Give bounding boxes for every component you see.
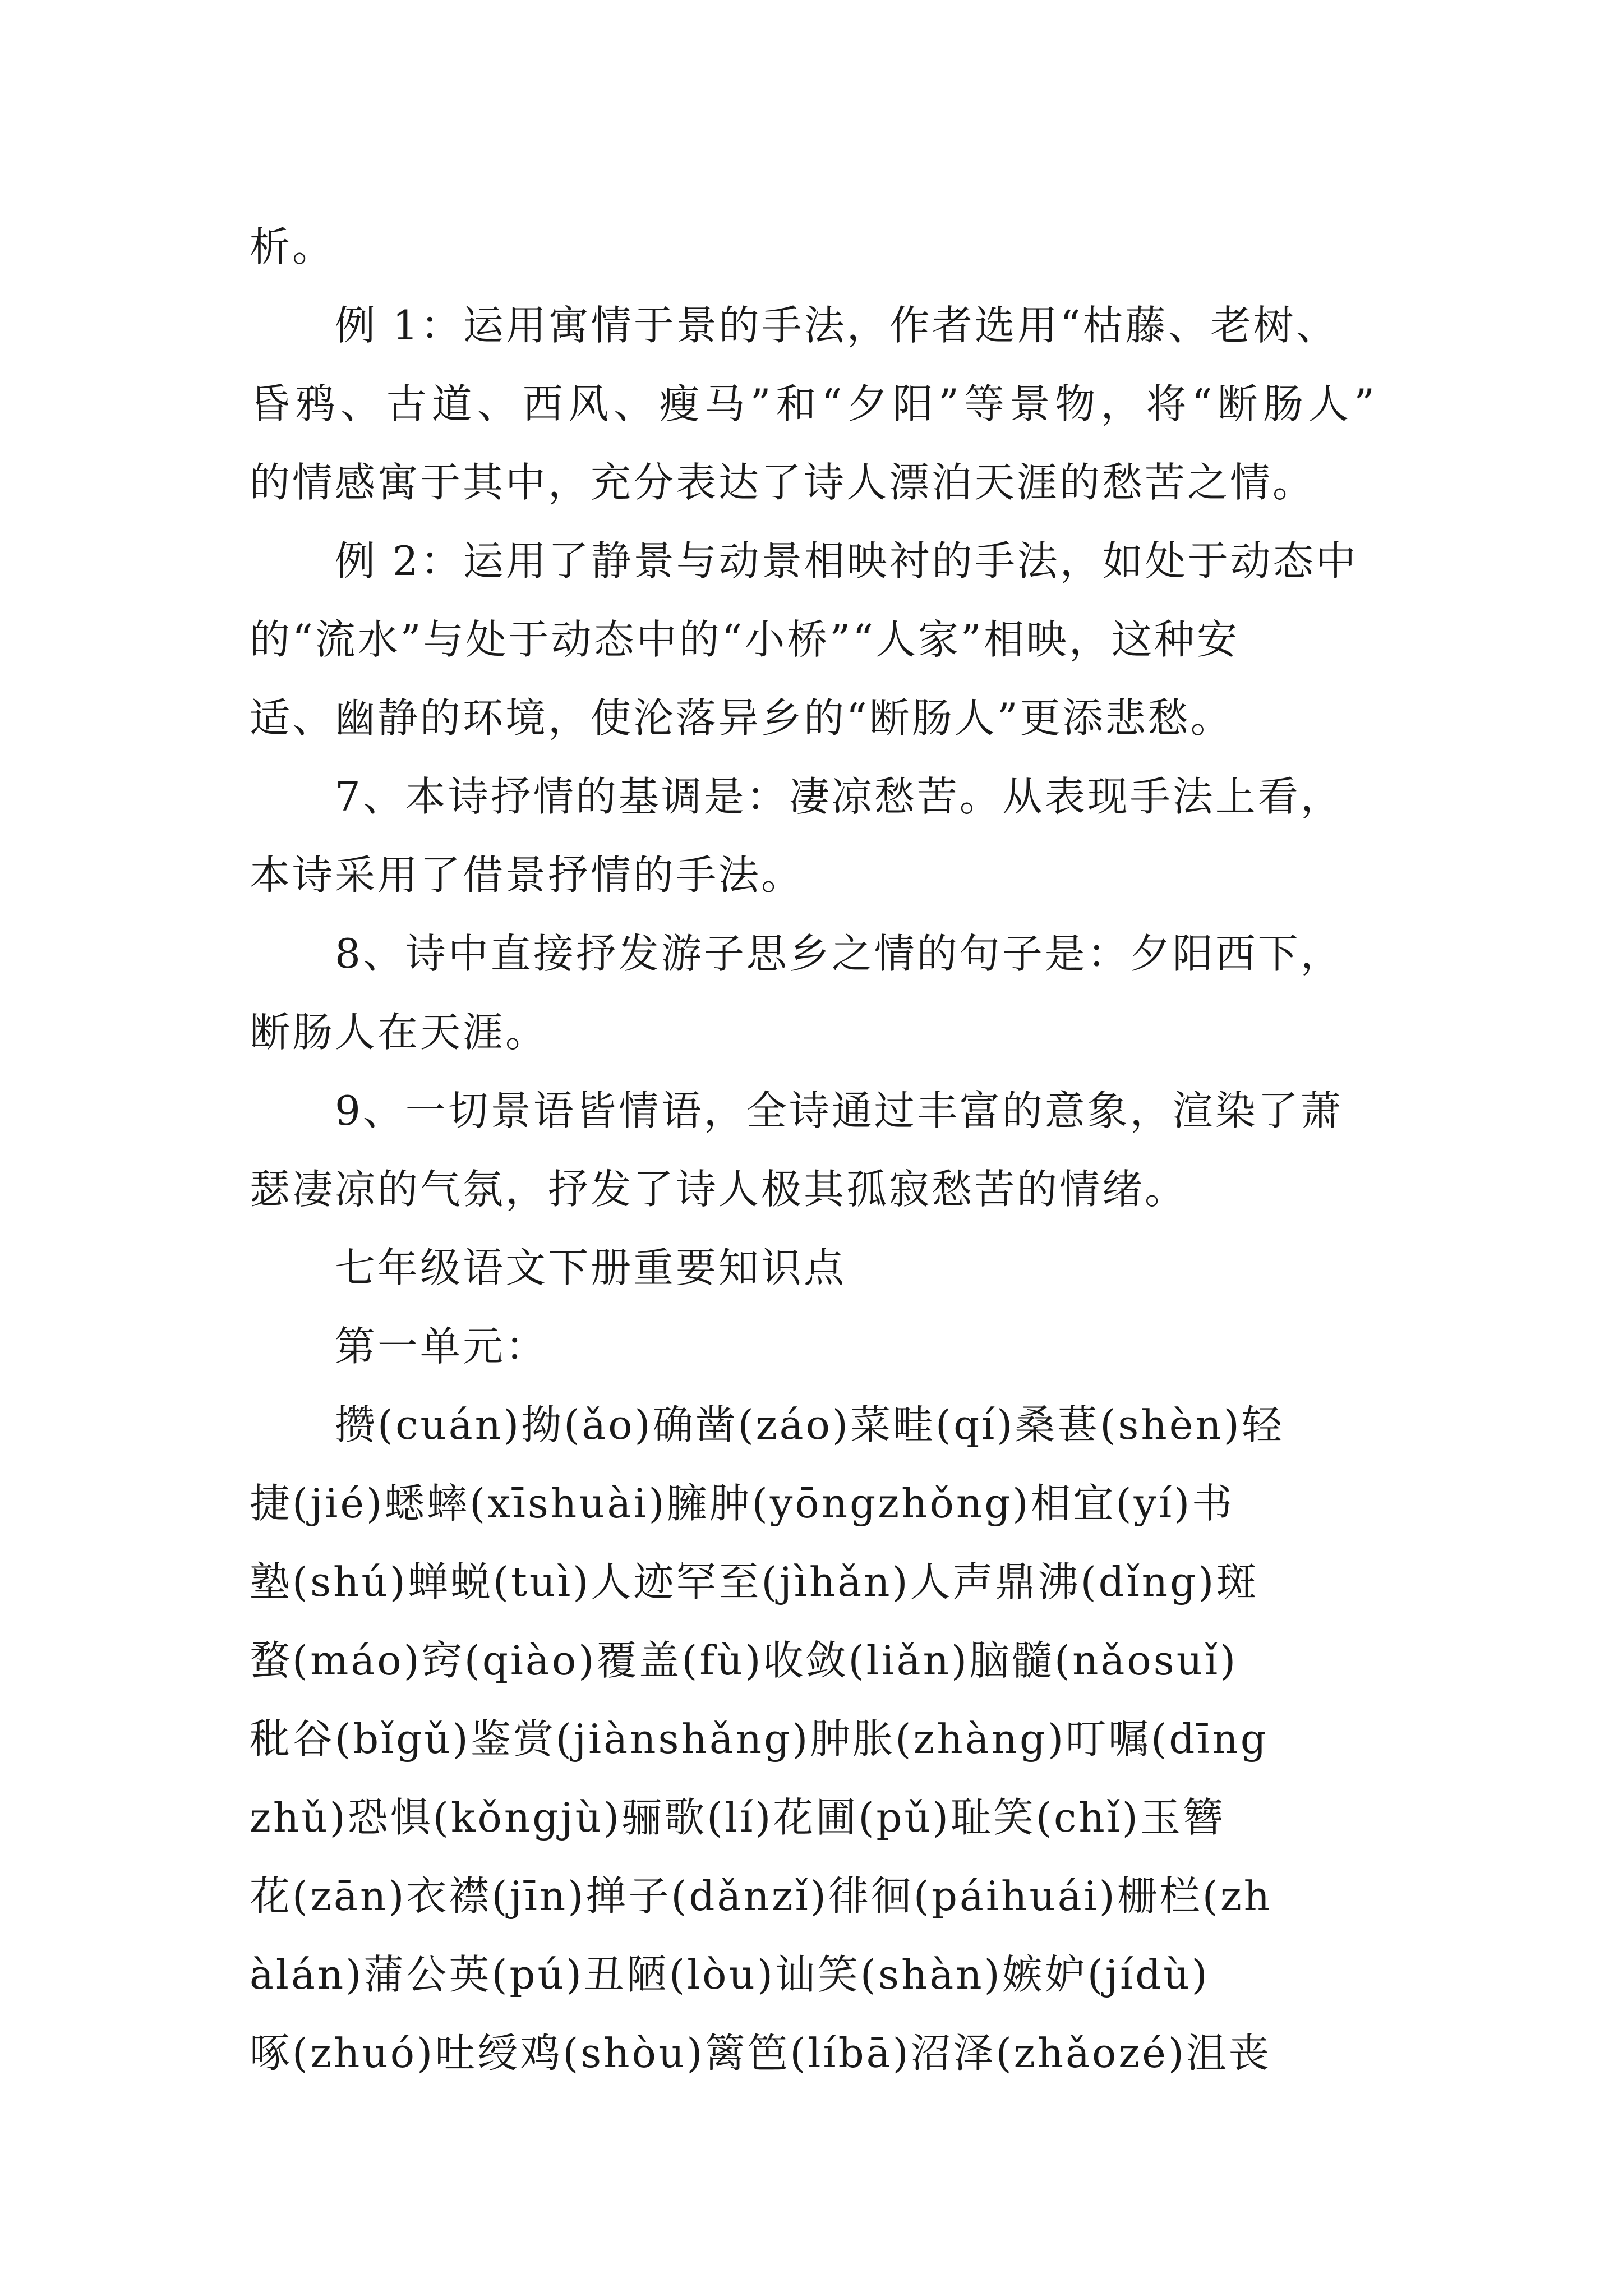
- text-line: 7、本诗抒情的基调是：凄凉愁苦。从表现手法上看，: [335, 773, 1343, 820]
- unit-heading: 第一单元：: [335, 1323, 548, 1370]
- vocab-line: 秕谷(bǐgǔ)鉴赏(jiànshǎng)肿胀(zhàng)叮嘱(dīng: [250, 1715, 1269, 1763]
- text-line: 的情感寓于其中，充分表达了诗人漂泊天涯的愁苦之情。: [250, 459, 1316, 506]
- vocab-line: zhǔ)恐惧(kǒngjù)骊歌(lí)花圃(pǔ)耻笑(chǐ)玉簪: [250, 1794, 1225, 1841]
- vocab-line: 捷(jié)蟋蟀(xīshuài)臃肿(yōngzhǒng)相宜(yí)书: [250, 1480, 1235, 1527]
- text-line: 适、幽静的环境，使沦落异乡的“断肠人”更添悲愁。: [250, 694, 1233, 742]
- text-line: 8、诗中直接抒发游子思乡之情的句子是：夕阳西下，: [335, 930, 1343, 977]
- document-body: [250, 208, 1377, 2092]
- text-line: 析。: [250, 223, 335, 270]
- text-line: 例 2：运用了静景与动景相映衬的手法，如处于动态中: [335, 537, 1358, 585]
- vocab-line: 花(zān)衣襟(jīn)掸子(dǎnzǐ)徘徊(páihuái)栅栏(zh: [250, 1872, 1272, 1920]
- vocab-line: 啄(zhuó)吐绶鸡(shòu)篱笆(líbā)沼泽(zhǎozé)沮丧: [250, 2030, 1271, 2077]
- section-heading: 七年级语文下册重要知识点: [335, 1244, 847, 1291]
- vocab-line: 蝥(máo)窍(qiào)覆盖(fù)收敛(liǎn)脑髓(nǎosuǐ): [250, 1637, 1238, 1684]
- text-line: 的“流水”与处于动态中的“小桥”“人家”相映，这种安: [250, 616, 1239, 663]
- text-line: 本诗采用了借景抒情的手法。: [250, 852, 804, 899]
- vocab-line: àlán)蒲公英(pú)丑陋(lòu)讪笑(shàn)嫉妒(jídù): [250, 1951, 1210, 1998]
- vocab-line: 塾(shú)蝉蜕(tuì)人迹罕至(jìhǎn)人声鼎沸(dǐng)斑: [250, 1558, 1259, 1605]
- text-line: 断肠人在天涯。: [250, 1009, 548, 1056]
- text-line: 9、一切景语皆情语，全诗通过丰富的意象，渲染了萧: [335, 1087, 1343, 1134]
- vocab-line: 攒(cuán)拗(ǎo)确凿(záo)菜畦(qí)桑葚(shèn)轻: [335, 1401, 1284, 1448]
- text-line: 例 1：运用寓情于景的手法，作者选用“枯藤、老树、: [335, 302, 1339, 349]
- text-line: 昏鸦、古道、西风、瘦马”和“夕阳”等景物，将“断肠人”: [250, 380, 1377, 427]
- text-line: 瑟凄凉的气氛，抒发了诗人极其孤寂愁苦的情绪。: [250, 1166, 1188, 1213]
